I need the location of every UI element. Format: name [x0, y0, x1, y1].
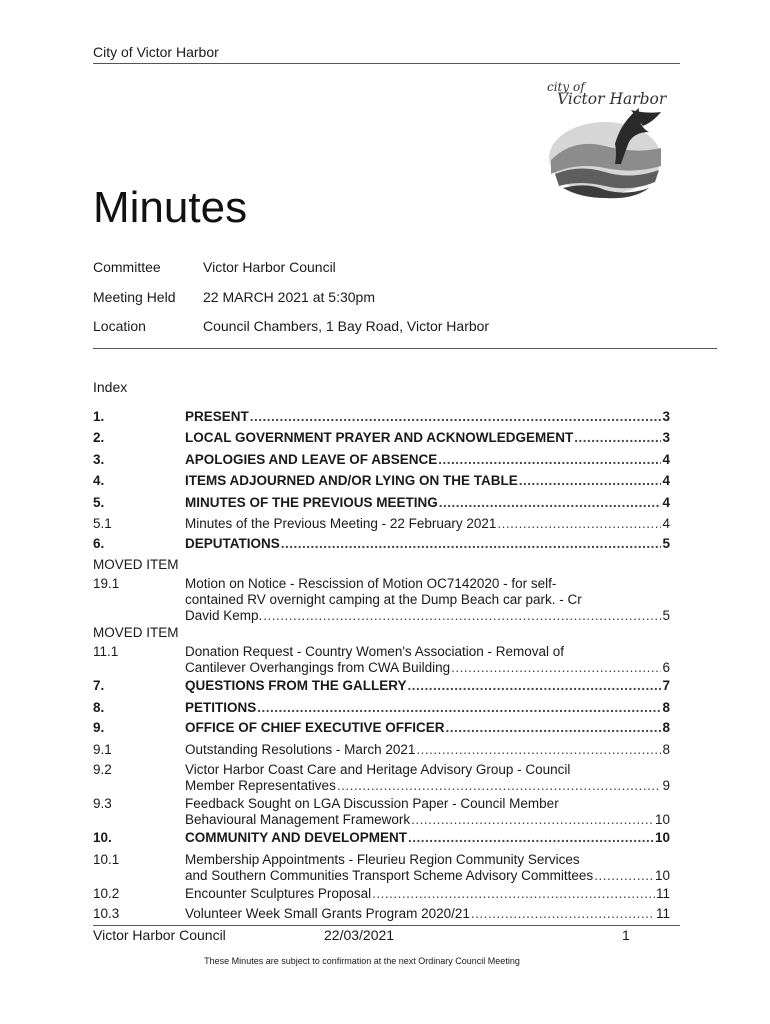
toc-entry-title: Outstanding Resolutions - March 2021 — [185, 742, 416, 757]
toc-entry-page: 10 — [654, 812, 670, 827]
toc-entry-page: 5 — [662, 536, 670, 551]
meta-committee-label: Committee — [93, 259, 161, 275]
toc-entry-page: 4 — [662, 495, 670, 510]
toc-entry-text — [185, 886, 670, 902]
toc-entry-page: 9 — [662, 778, 670, 793]
toc-entry-page: 4 — [662, 516, 670, 531]
toc-entry-title: APOLOGIES AND LEAVE OF ABSENCE — [185, 452, 438, 467]
toc-dot-leader — [372, 886, 655, 902]
footnote: These Minutes are subject to confirmation at the next Ordinary Council Meeting — [204, 956, 520, 966]
toc-entry-text — [185, 742, 670, 758]
toc-entry-lastline — [185, 536, 670, 552]
meta-location-value: Council Chambers, 1 Bay Road, Victor Harbor — [203, 318, 490, 334]
toc-entry-number: 19.1 — [93, 576, 120, 591]
toc-entry-number: 1. — [93, 409, 105, 424]
toc-entry-text — [185, 452, 670, 468]
toc-entry-lastline — [185, 812, 670, 828]
toc-entry-lastline — [185, 430, 670, 446]
toc-entry-lastline — [185, 700, 670, 716]
toc-entry-line: Victor Harbor Coast Care and Heritage Advisory Group - Council — [185, 762, 571, 777]
header-rule — [93, 63, 680, 64]
toc-entry-text — [185, 495, 670, 511]
meta-meeting-value: 22 MARCH 2021 at 5:30pm — [203, 289, 375, 305]
toc-entry-line: Feedback Sought on LGA Discussion Paper - Council Member — [185, 796, 559, 811]
toc-entry-lastline — [185, 830, 670, 846]
toc-entry-title: MINUTES OF THE PREVIOUS MEETING — [185, 495, 438, 510]
meta-location-label: Location — [93, 318, 146, 334]
toc-entry-page: 8 — [662, 720, 670, 735]
toc-entry-page: 10 — [654, 868, 670, 883]
toc-dot-leader — [439, 495, 662, 511]
toc-entry-lastline — [185, 886, 670, 902]
toc-entry-lastline — [185, 778, 670, 794]
toc-entry-text — [185, 430, 670, 446]
toc-entry-page: 3 — [662, 409, 670, 424]
toc-entry-page: 6 — [662, 660, 670, 675]
toc-dot-leader — [438, 452, 661, 468]
toc-dot-leader — [411, 812, 654, 828]
toc-dot-leader — [446, 720, 662, 736]
toc-entry-number: 6. — [93, 536, 105, 551]
toc-entry-lastline — [185, 516, 670, 532]
whale-tail-icon — [543, 108, 668, 203]
toc-entry-number: 9.2 — [93, 762, 112, 777]
toc-dot-leader — [257, 700, 661, 716]
toc-entry-text — [185, 409, 670, 425]
toc-dot-leader — [416, 742, 661, 758]
toc-entry-text — [185, 678, 670, 694]
toc-entry-number: 11.1 — [93, 644, 119, 659]
toc-entry-page: 11 — [655, 906, 670, 921]
moved-item-label: MOVED ITEM — [93, 625, 179, 640]
toc-entry-line: contained RV overnight camping at the Dump Beach car park. - Cr — [185, 592, 582, 607]
toc-entry-number: 4. — [93, 473, 105, 488]
toc-entry-title: ITEMS ADJOURNED AND/OR LYING ON THE TABLE — [185, 473, 518, 488]
toc-entry-page: 4 — [662, 452, 670, 467]
toc-entry-title: PETITIONS — [185, 700, 257, 715]
toc-entry-title: Encounter Sculptures Proposal — [185, 886, 372, 901]
toc-entry-page: 8 — [662, 700, 670, 715]
toc-entry-lastline — [185, 608, 670, 624]
toc-dot-leader — [263, 608, 661, 624]
toc-entry-title: DEPUTATIONS — [185, 536, 280, 551]
toc-entry-line: Donation Request - Country Women's Association - Removal of — [185, 644, 565, 659]
toc-entry-number: 10. — [93, 830, 112, 845]
index-heading: Index — [93, 379, 128, 395]
toc-entry-title: David Kemp. — [185, 608, 263, 623]
toc-entry-text — [185, 762, 670, 794]
toc-dot-leader — [471, 906, 655, 922]
toc-entry-lastline — [185, 452, 670, 468]
toc-dot-leader — [594, 868, 654, 884]
toc-entry-title: COMMUNITY AND DEVELOPMENT — [185, 830, 408, 845]
toc-entry-number: 7. — [93, 678, 105, 693]
toc-dot-leader — [408, 678, 662, 694]
toc-entry-line: Membership Appointments - Fleurieu Region Community Services — [185, 852, 580, 867]
toc-dot-leader — [250, 409, 662, 425]
toc-entry-number: 9.1 — [93, 742, 112, 757]
toc-entry-lastline — [185, 720, 670, 736]
toc-entry-title: and Southern Communities Transport Scheme Advisory Committees — [185, 868, 594, 883]
toc-entry-page: 7 — [662, 678, 670, 693]
toc-entry-number: 8. — [93, 700, 105, 715]
toc-entry-lastline — [185, 660, 670, 676]
toc-entry-lastline — [185, 495, 670, 511]
toc-entry-page: 11 — [655, 886, 670, 901]
toc-entry-lastline — [185, 678, 670, 694]
footer-left: Victor Harbor Council — [93, 927, 226, 943]
toc-entry-title: OFFICE OF CHIEF EXECUTIVE OFFICER — [185, 720, 445, 735]
header-org: City of Victor Harbor — [93, 44, 219, 60]
toc-entry-page: 10 — [654, 830, 670, 845]
toc-entry-title: QUESTIONS FROM THE GALLERY — [185, 678, 407, 693]
toc-entry-number: 9. — [93, 720, 105, 735]
toc-entry-text — [185, 852, 670, 884]
logo-text-big: Victor Harbor — [557, 90, 667, 108]
toc-entry-text — [185, 796, 670, 828]
toc-entry-number: 2. — [93, 430, 105, 445]
toc-dot-leader — [519, 473, 662, 489]
meta-rule — [93, 348, 717, 349]
toc-entry-number: 10.3 — [93, 906, 120, 921]
toc-entry-page: 4 — [662, 473, 670, 488]
toc-entry-text — [185, 906, 670, 922]
toc-entry-title: Behavioural Management Framework — [185, 812, 411, 827]
toc-entry-number: 5.1 — [93, 516, 112, 531]
toc-entry-number: 5. — [93, 495, 105, 510]
logo-text-small: city of — [547, 80, 585, 94]
toc-entry-title: LOCAL GOVERNMENT PRAYER AND ACKNOWLEDGEMENT — [185, 430, 574, 445]
toc-dot-leader — [337, 778, 662, 794]
toc-entry-text — [185, 536, 670, 552]
toc-entry-page: 8 — [662, 742, 670, 757]
toc-dot-leader — [281, 536, 662, 552]
toc-entry-number: 9.3 — [93, 796, 112, 811]
footer-rule — [93, 925, 680, 926]
toc-entry-lastline — [185, 906, 670, 922]
toc-entry-title: Minutes of the Previous Meeting - 22 February 2021 — [185, 516, 497, 531]
toc-entry-lastline — [185, 409, 670, 425]
toc-entry-title: PRESENT — [185, 409, 249, 424]
toc-entry-lastline — [185, 868, 670, 884]
toc-entry-text — [185, 473, 670, 489]
footer-date: 22/03/2021 — [324, 927, 395, 943]
toc-entry-title: Cantilever Overhangings from CWA Building — [185, 660, 451, 675]
toc-entry-text — [185, 644, 670, 676]
toc-entry-line: Motion on Notice - Rescission of Motion OC7142020 - for self- — [185, 576, 557, 591]
council-logo — [543, 78, 673, 203]
toc-entry-text — [185, 700, 670, 716]
toc-entry-number: 10.1 — [93, 852, 120, 867]
toc-entry-lastline — [185, 473, 670, 489]
toc-entry-page: 5 — [662, 608, 670, 623]
toc-entry-text — [185, 516, 670, 532]
toc-dot-leader — [497, 516, 661, 532]
toc-entry-page: 3 — [662, 430, 670, 445]
page-title: Minutes — [93, 183, 248, 232]
toc-dot-leader — [451, 660, 661, 676]
meta-meeting-label: Meeting Held — [93, 289, 176, 305]
toc-dot-leader — [408, 830, 654, 846]
toc-entry-text — [185, 830, 670, 846]
toc-dot-leader — [574, 430, 661, 446]
toc-entry-text — [185, 576, 670, 624]
toc-entry-text — [185, 720, 670, 736]
footer-page-number: 1 — [622, 927, 630, 943]
toc-entry-title: Member Representatives — [185, 778, 336, 793]
toc-entry-number: 3. — [93, 452, 105, 467]
toc-entry-number: 10.2 — [93, 886, 120, 901]
toc-entry-lastline — [185, 742, 670, 758]
meta-committee-value: Victor Harbor Council — [203, 259, 336, 275]
toc-entry-title: Volunteer Week Small Grants Program 2020/21 — [185, 906, 470, 921]
moved-item-label: MOVED ITEM — [93, 557, 179, 572]
